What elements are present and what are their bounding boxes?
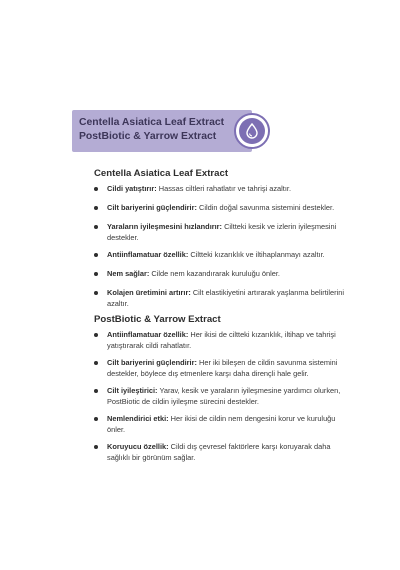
item-term: Nem sağlar:	[107, 269, 150, 278]
section-heading-centella: Centella Asiatica Leaf Extract	[94, 168, 229, 179]
item-desc: Cilt elastikiyetini artırarak yaşlanma belirtilerini azaltır.	[107, 288, 344, 308]
list-item	[94, 358, 344, 379]
bullet	[94, 389, 98, 393]
item-desc: Cildi dış çevresel faktörlere karşı koruyarak daha sağlıklı bir görünüm sağlar.	[107, 442, 331, 462]
item-term: Kolajen üretimini artırır:	[107, 288, 191, 297]
banner-title-line2: PostBiotic & Yarrow Extract	[79, 131, 217, 142]
item-term: Antiinflamatuar özellik:	[107, 250, 189, 259]
bullet	[94, 206, 98, 210]
list-item	[94, 222, 344, 243]
bullet	[94, 417, 98, 421]
banner-title-line1: Centella Asiatica Leaf Extract	[79, 117, 225, 128]
item-desc: Hassas ciltleri rahatlatır ve tahrişi azaltır.	[158, 184, 292, 193]
item-term: Cilt bariyerini güçlendirir:	[107, 358, 197, 367]
item-desc: Ciltteki kesik ve izlerin iyileşmesini destekler.	[107, 222, 337, 242]
bullet	[94, 291, 98, 295]
bullet	[94, 187, 98, 191]
list-item	[94, 330, 344, 351]
item-desc: Her iki bileşen de cildin savunma sistemini destekler, böylece dış etmenlere karşı daha dirençli hale gelir.	[107, 358, 338, 378]
item-term: Yaraların iyileşmesini hızlandırır:	[107, 222, 223, 231]
item-desc: Ciltteki kızarıklık ve iltihaplanmayı azaltır.	[190, 250, 325, 259]
droplet-badge	[234, 113, 270, 149]
item-term: Nemlendirici etki:	[107, 414, 169, 423]
item-desc: Cilde nem kazandırarak kuruluğu önler.	[151, 269, 280, 278]
item-term: Koruyucu özellik:	[107, 442, 169, 451]
bullet	[94, 445, 98, 449]
list-item	[94, 203, 344, 214]
list-item	[94, 386, 344, 407]
list-item	[94, 414, 344, 435]
item-term: Cilt bariyerini güçlendirir:	[107, 203, 197, 212]
item-desc: Yarav, kesik ve yaraların iyileşmesine yardımcı olurken, PostBiotic de cildin iyileşme sürecini destekler.	[107, 386, 341, 406]
item-desc: Cildin doğal savunma sistemini destekler.	[199, 203, 335, 212]
banner-title	[79, 116, 254, 144]
bullet	[94, 225, 98, 229]
bullet	[94, 253, 98, 257]
list-item	[94, 184, 344, 195]
list-item	[94, 269, 344, 280]
list-item	[94, 288, 344, 309]
item-desc: Her ikisi de cildin nem dengesini korur ve kuruluğu önler.	[107, 414, 336, 434]
bullet	[94, 333, 98, 337]
bullet	[94, 361, 98, 365]
droplet-icon	[239, 118, 265, 144]
bullet	[94, 272, 98, 276]
item-term: Cildi yatıştırır:	[107, 184, 157, 193]
section-heading-postbiotic: PostBiotic & Yarrow Extract	[94, 314, 221, 325]
item-desc: Her ikisi de ciltteki kızarıklık, iltihap ve tahrişi yatıştırarak cildi rahatlatır.	[107, 330, 336, 350]
list-item	[94, 442, 344, 463]
item-term: Cilt iyileştirici:	[107, 386, 158, 395]
list-item	[94, 250, 344, 261]
item-term: Antiinflamatuar özellik:	[107, 330, 189, 339]
